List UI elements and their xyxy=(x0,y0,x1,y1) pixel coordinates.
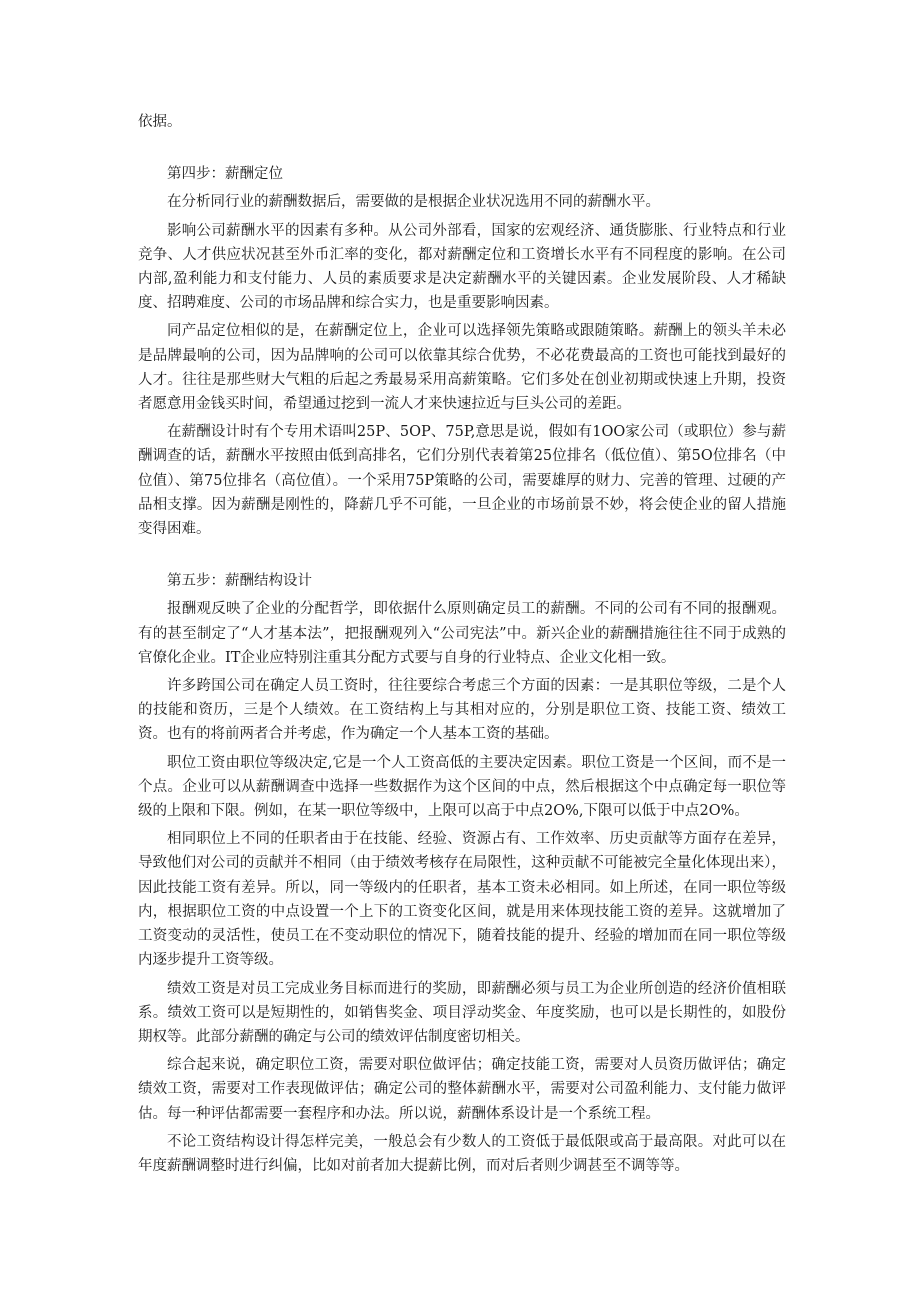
step5-paragraph: 综合起来说，确定职位工资，需要对职位做评估；确定技能工资，需要对人员资历做评估；确定绩效工资，需要对工作表现做评估；确定公司的整体薪酬水平，需要对公司盈利能力、支付能力做评估。每一种评估都需要一套程序和办法。所以说，薪酬体系设计是一个系统工程。 xyxy=(138,1057,786,1122)
step5-paragraph: 许多跨国公司在确定人员工资时，往往要综合考虑三个方面的因素：一是其职位等级，二是个人的技能和资历，三是个人绩效。在工资结构上与其相对应的，分别是职位工资、技能工资、绩效工资。也有的将前两者合并考虑，作为确定一个人基本工资的基础。 xyxy=(138,678,786,743)
step5-heading: 第五步：薪酬结构设计 xyxy=(167,573,312,590)
step4-paragraph: 在薪酬设计时有个专用术语叫25P、5OP、75P,意思是说，假如有1OO家公司（或职位）参与薪酬调查的话，薪酬水平按照由低到高排名，它们分别代表着第25位排名（低位值）、第5O位排名（中位值）、第75位排名（高位值）。一个采用75P策略的公司，需要雄厚的财力、完善的管理、过硬的产品相支撑。因为薪酬是刚性的，降薪几乎不可能，一旦企业的市场前景不妙，将会使企业的留人措施变得困难。 xyxy=(138,424,786,538)
step4-heading: 第四步：薪酬定位 xyxy=(167,166,283,183)
step5-paragraph: 绩效工资是对员工完成业务目标而进行的奖励，即薪酬必须与员工为企业所创造的经济价值相联系。绩效工资可以是短期性的，如销售奖金、项目浮动奖金、年度奖励，也可以是长期性的，如股份期权等。此部分薪酬的确定与公司的绩效评估制度密切相关。 xyxy=(138,980,786,1045)
step4-paragraph: 在分析同行业的薪酬数据后，需要做的是根据企业状况选用不同的薪酬水平。 xyxy=(167,194,660,211)
section-gap xyxy=(138,541,786,569)
document-body xyxy=(138,110,786,1178)
section-gap xyxy=(138,134,786,162)
step4-paragraph: 影响公司薪酬水平的因素有多种。从公司外部看，国家的宏观经济、通货膨胀、行业特点和行业竞争、人才供应状况甚至外币汇率的变化，都对薪酬定位和工资增长水平有不同程度的影响。在公司内部,盈利能力和支付能力、人员的素质要求是决定薪酬水平的关键因素。企业发展阶段、人才稀缺度、招聘难度、公司的市场品牌和综合实力，也是重要影响因素。 xyxy=(138,222,786,312)
step5-paragraph: 职位工资由职位等级决定,它是一个人工资高低的主要决定因素。职位工资是一个区间，而不是一个点。企业可以从薪酬调查中选择一些数据作为这个区间的中点，然后根据这个中点确定每一职位等级的上限和下限。例如，在某一职位等级中，上限可以高于中点2O%,下限可以低于中点2O%。 xyxy=(138,754,786,820)
lead-text: 依据。 xyxy=(138,114,182,130)
step4-paragraph: 同产品定位相似的是，在薪酬定位上，企业可以选择领先策略或跟随策略。薪酬上的领头羊未必是品牌最响的公司，因为品牌响的公司可以依靠其综合优势，不必花费最高的工资也可能找到最好的人才。往往是那些财大气粗的后起之秀最易采用高薪策略。它们多处在创业初期或快速上升期，投资者愿意用金钱买时间，希望通过挖到一流人才来快速拉近与巨头公司的差距。 xyxy=(138,323,786,413)
step5-paragraph: 报酬观反映了企业的分配哲学，即依据什么原则确定员工的薪酬。不同的公司有不同的报酬观。有的甚至制定了“人才基本法”，把报酬观列入“公司宪法”中。新兴企业的薪酬措施往往不同于成熟的官僚化企业。IT企业应特别注重其分配方式要与自身的行业特点、企业文化相一致。 xyxy=(138,601,786,666)
step5-paragraph: 不论工资结构设计得怎样完美，一般总会有少数人的工资低于最低限或高于最高限。对此可以在年度薪酬调整时进行纠偏，比如对前者加大提薪比例，而对后者则少调甚至不调等等。 xyxy=(138,1133,786,1174)
step5-paragraph: 相同职位上不同的任职者由于在技能、经验、资源占有、工作效率、历史贡献等方面存在差异，导致他们对公司的贡献并不相同（由于绩效考核存在局限性，这种贡献不可能被完全量化体现出来），因此技能工资有差异。所以，同一等级内的任职者，基本工资未必相同。如上所述，在同一职位等级内，根据职位工资的中点设置一个上下的工资变化区间，就是用来体现技能工资的差异。这就增加了工资变动的灵活性，使员工在不变动职位的情况下，随着技能的提升、经验的增加而在同一职位等级内逐步提升工资等级。 xyxy=(138,831,786,969)
